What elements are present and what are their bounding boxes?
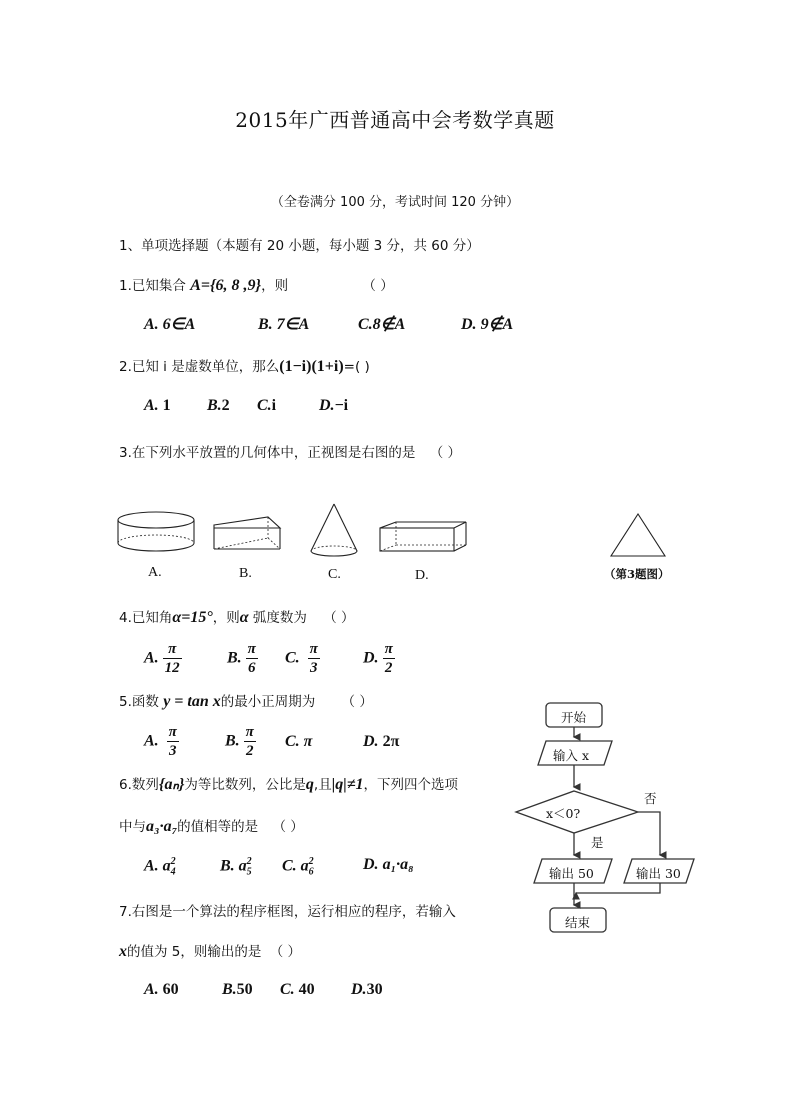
stem-text: ，下列四个选项: [363, 777, 459, 793]
option-b[interactable]: B. 7∈A: [258, 316, 310, 333]
flowchart: [512, 695, 702, 950]
question-3-figures: [108, 490, 698, 590]
answer-blank: （ ）: [272, 819, 304, 835]
triangular-prism-icon: [214, 517, 280, 549]
option-c[interactable]: C.i: [257, 397, 277, 414]
option-c[interactable]: C. $\frac{\pi}{3}$: [285, 641, 318, 676]
stem-text: 已知集合: [131, 278, 186, 294]
option-c[interactable]: C. π: [285, 733, 313, 750]
stem-text: 的最小正周期为: [220, 694, 316, 710]
question-4-options: [144, 640, 444, 680]
alpha-symbol: α: [239, 609, 249, 626]
figure-caption: （第3题图）: [604, 567, 670, 581]
question-2-stem: [119, 355, 370, 376]
option-d[interactable]: D. a₁·a₈: [363, 856, 414, 873]
page-title: 2015年广西普通高中会考数学真题: [235, 108, 555, 132]
question-number: 6.: [119, 777, 132, 793]
question-1-stem: [119, 274, 394, 295]
angle-expression: α=15°: [172, 609, 213, 626]
option-d[interactable]: D. 2π: [363, 733, 400, 750]
figure-label-a: A.: [148, 565, 162, 580]
answer-blank: （ ）: [341, 694, 373, 710]
question-7-stem-line-2: [119, 940, 301, 961]
option-d[interactable]: D. 9∉A: [461, 316, 514, 333]
rectangular-box-icon: [380, 522, 466, 551]
stem-text: ,且: [313, 777, 332, 793]
stem-text: ，则: [212, 610, 240, 626]
question-6-stem-line-1: [119, 773, 458, 794]
ratio-symbol: q: [305, 776, 314, 793]
stem-text: 中与: [119, 819, 146, 835]
option-a[interactable]: A. $\frac{\pi}{3}$: [144, 724, 177, 759]
option-a[interactable]: A. 1: [144, 397, 171, 414]
complex-expression: (1−i)(1+i): [279, 358, 344, 375]
question-number: 1.: [119, 278, 132, 294]
cylinder-icon: [118, 512, 194, 551]
option-d[interactable]: D.−i: [319, 397, 349, 414]
flow-output-50-label: 输出 50: [549, 866, 594, 881]
question-4-stem: [119, 606, 355, 627]
option-c[interactable]: C. 40: [280, 981, 315, 998]
stem-text: 右图是一个算法的程序框图，运行相应的程序，若输入: [131, 904, 456, 920]
question-number: 4.: [119, 610, 132, 626]
flow-input-label: 输入 x: [553, 748, 590, 763]
figure-label-d: D.: [415, 568, 429, 583]
question-5-options: [144, 723, 444, 763]
option-c[interactable]: C. $a_6^2$: [282, 856, 314, 878]
option-c[interactable]: C.8∉A: [358, 316, 406, 333]
stem-text: 在下列水平放置的几何体中，正视图是右图的是: [131, 445, 416, 461]
stem-text: 为等比数列，公比是: [184, 777, 306, 793]
answer-blank: （ ）: [362, 278, 394, 294]
figure-label-b: B.: [239, 566, 252, 581]
variable-x: x: [119, 943, 127, 960]
stem-text: 数列: [131, 777, 159, 793]
exam-info: （全卷满分 100 分，考试时间 120 分钟）: [270, 195, 520, 210]
option-a[interactable]: A. $\frac{\pi}{12}$: [144, 641, 180, 676]
function-expression: y = tan x: [163, 693, 221, 710]
option-b[interactable]: B. $\frac{\pi}{6}$: [227, 641, 256, 676]
stem-text: 已知 i 是虚数单位，那么: [131, 359, 280, 375]
product-expression: a₃·a₇: [146, 818, 178, 835]
question-number: 2.: [119, 359, 132, 375]
flow-output-30-label: 输出 30: [636, 866, 681, 881]
stem-text: 已知角: [131, 610, 173, 626]
option-d[interactable]: D.30: [351, 981, 383, 998]
option-a[interactable]: A. 6∈A: [144, 316, 196, 333]
stem-text: 的值相等的是: [177, 819, 259, 835]
answer-blank: ( ): [354, 359, 370, 375]
question-7-stem-line-1: [119, 900, 456, 920]
answer-blank: （ ）: [323, 610, 355, 626]
flow-condition-label: x＜0?: [546, 806, 581, 821]
stem-text: 函数: [131, 694, 159, 710]
section-heading: 1、单项选择题（本题有 20 小题，每小题 3 分，共 60 分）: [119, 238, 480, 254]
flowchart-diagram: [512, 695, 702, 950]
option-b[interactable]: B. $a_5^2$: [220, 856, 252, 878]
option-b[interactable]: B.50: [222, 981, 253, 998]
question-5-stem: [119, 690, 373, 711]
question-number: 7.: [119, 904, 132, 920]
question-3-stem: [119, 441, 461, 461]
answer-blank: （ ）: [269, 944, 301, 960]
option-a[interactable]: A. 60: [144, 981, 179, 998]
option-b[interactable]: B. $\frac{\pi}{2}$: [225, 724, 254, 759]
equals-sign: =: [343, 359, 355, 375]
question-number: 3.: [119, 445, 132, 461]
front-view-triangle-icon: [611, 514, 665, 556]
question-6-stem-line-2: [119, 815, 304, 836]
option-a[interactable]: A. $a_4^2$: [144, 856, 176, 878]
stem-text: 的值为 5，则输出的是: [127, 944, 262, 960]
answer-blank: （ ）: [429, 445, 461, 461]
flow-start-label: 开始: [561, 710, 587, 725]
flow-end-label: 结束: [565, 915, 591, 930]
ratio-condition: |q|≠1: [331, 776, 364, 793]
cone-icon: [311, 504, 357, 556]
option-d[interactable]: D. $\frac{\pi}{2}$: [363, 641, 393, 676]
flow-no-label: 否: [644, 791, 657, 806]
figure-label-c: C.: [328, 567, 341, 582]
stem-text: ，则: [261, 278, 289, 294]
option-b[interactable]: B.2: [207, 397, 230, 414]
question-number: 5.: [119, 694, 132, 710]
stem-text: 弧度数为: [252, 610, 307, 626]
sequence-expression: {aₙ}: [158, 776, 185, 793]
flow-yes-label: 是: [591, 835, 604, 850]
set-expression: A={6, 8 ,9}: [190, 277, 262, 294]
